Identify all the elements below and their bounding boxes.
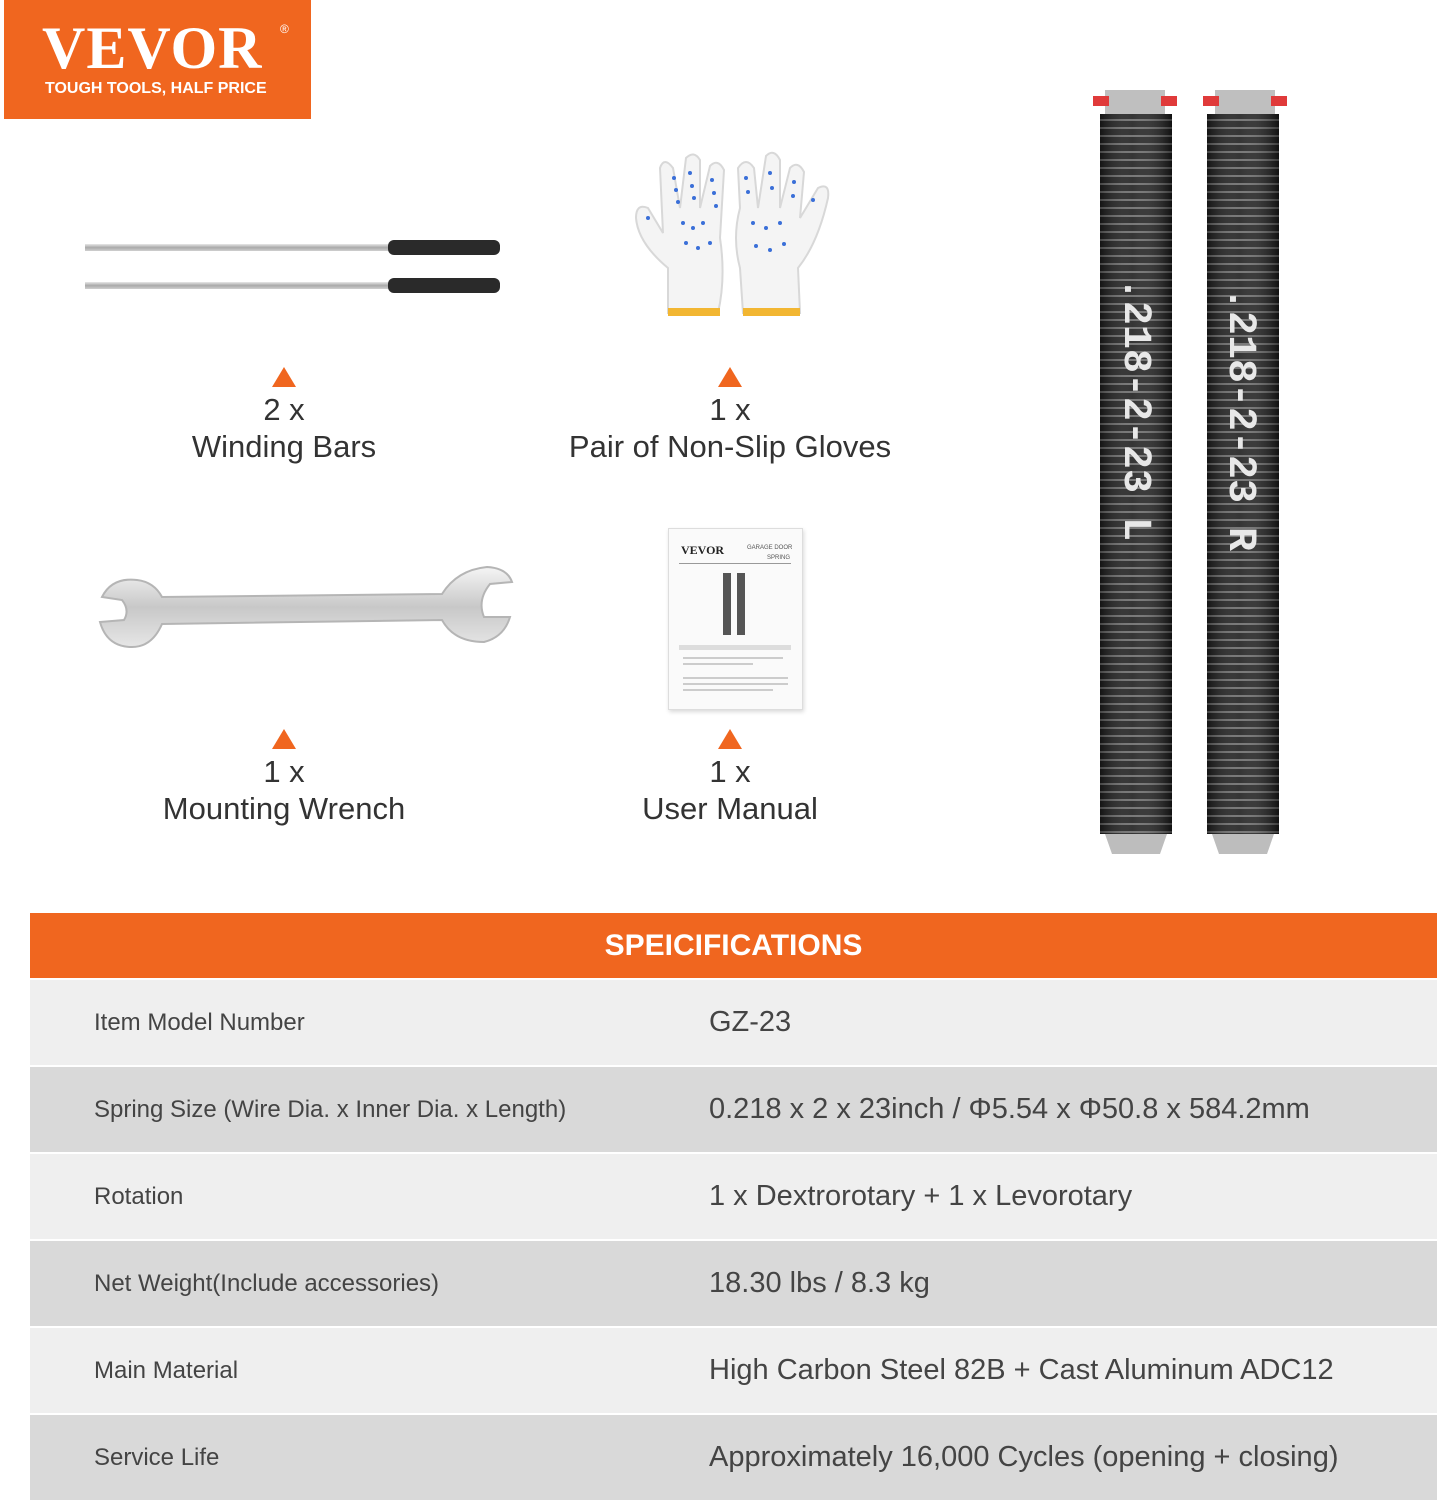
manual-title-line1: GARAGE DOOR	[747, 545, 793, 551]
accessory-winding-bars	[134, 367, 434, 465]
specifications-title: SPEICIFICATIONS	[30, 913, 1437, 978]
arrow-up-icon	[272, 729, 296, 749]
accessory-qty: 1 x	[263, 754, 305, 789]
accessory-gloves	[530, 367, 930, 465]
spec-value: GZ-23	[709, 1006, 792, 1038]
arrow-up-icon	[718, 729, 742, 749]
spring-label-right: .218-2-23 R	[1217, 287, 1262, 552]
accessory-manual	[580, 729, 880, 827]
accessory-name: Mounting Wrench	[162, 791, 406, 826]
spec-value: High Carbon Steel 82B + Cast Aluminum ADC12	[709, 1354, 1334, 1386]
arrow-up-icon	[718, 367, 742, 387]
registered-mark: ®	[280, 22, 289, 36]
spring-label-left: .218-2-23 L	[1112, 277, 1157, 542]
torsion-springs	[1085, 82, 1305, 862]
accessory-qty: 1 x	[709, 754, 751, 789]
spec-label: Net Weight(Include accessories)	[94, 1269, 440, 1297]
arrow-up-icon	[272, 367, 296, 387]
brand-tagline: TOUGH TOOLS, HALF PRICE	[45, 80, 267, 97]
spec-value: 0.218 x 2 x 23inch / Φ5.54 x Φ50.8 x 584.2mm	[709, 1093, 1310, 1125]
accessory-wrench	[134, 729, 434, 827]
spec-label: Service Life	[94, 1443, 220, 1471]
brand-name: VEVOR	[42, 15, 263, 81]
spec-label: Rotation	[94, 1182, 184, 1210]
wrench-icon	[92, 562, 517, 657]
winding-bars-icon	[80, 235, 505, 300]
spec-label: Spring Size (Wire Dia. x Inner Dia. x Length)	[94, 1095, 567, 1123]
table-row	[30, 1413, 1437, 1500]
specifications-table	[30, 913, 1437, 1500]
manual-brand: VEVOR	[681, 543, 725, 557]
table-row	[30, 1152, 1437, 1239]
accessory-name: Pair of Non-Slip Gloves	[568, 429, 892, 464]
table-row	[30, 978, 1437, 1065]
accessory-name: User Manual	[642, 791, 818, 826]
spec-value: 18.30 lbs / 8.3 kg	[709, 1267, 930, 1299]
manual-title-line2: SPRING	[767, 555, 791, 561]
spec-label: Item Model Number	[94, 1008, 305, 1036]
brand-logo	[4, 0, 311, 119]
table-row	[30, 1326, 1437, 1413]
accessory-qty: 2 x	[263, 392, 305, 427]
table-row	[30, 1239, 1437, 1326]
spec-label: Main Material	[94, 1356, 239, 1384]
spec-value: 1 x Dextrorotary + 1 x Levorotary	[709, 1180, 1133, 1212]
table-row	[30, 1065, 1437, 1152]
manual-icon	[668, 528, 803, 710]
accessory-name: Winding Bars	[191, 429, 377, 464]
gloves-icon	[628, 148, 838, 328]
spec-value: Approximately 16,000 Cycles (opening + closing)	[709, 1441, 1339, 1473]
accessory-qty: 1 x	[709, 392, 751, 427]
